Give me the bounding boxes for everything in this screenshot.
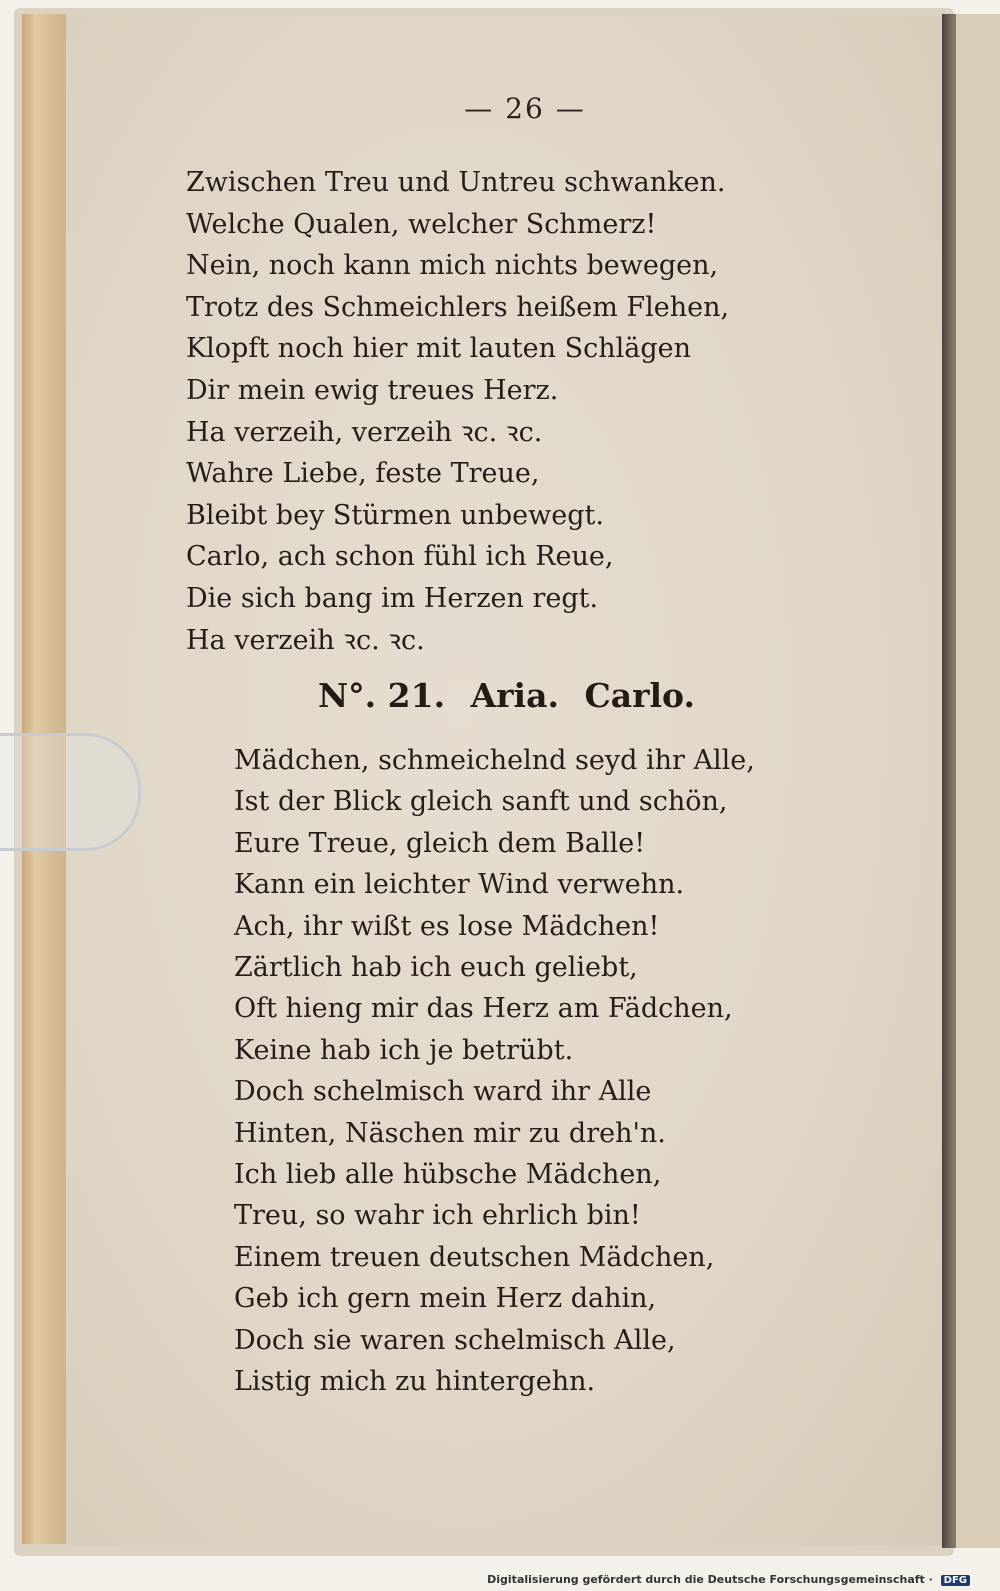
verse-line: Ha verzeih ꝛc. ꝛc. bbox=[186, 624, 425, 656]
verse-line: Nein, noch kann mich nichts bewegen, bbox=[186, 250, 719, 282]
verse-line: Bleibt bey Stürmen unbewegt. bbox=[186, 499, 604, 531]
verse-line: Carlo, ach schon fühl ich Reue, bbox=[186, 541, 614, 573]
dfg-logo: DFG bbox=[941, 1575, 970, 1586]
verse-line: Ach, ihr wißt es lose Mädchen! bbox=[234, 910, 660, 942]
book-gutter bbox=[942, 14, 956, 1548]
page-number: — 26 — bbox=[464, 92, 586, 125]
verse-line: Geb ich gern mein Herz dahin, bbox=[234, 1283, 657, 1315]
credit-text: Digitalisierung gefördert durch die Deutsche Forschungsgemeinschaft · bbox=[487, 1573, 933, 1586]
verse-line: Zärtlich hab ich euch geliebt, bbox=[234, 952, 638, 984]
verse-line: Zwischen Treu und Untreu schwanken. bbox=[186, 167, 726, 198]
aria-type: Aria. bbox=[470, 676, 559, 715]
verse-line: Mädchen, schmeichelnd seyd ihr Alle, bbox=[234, 745, 755, 776]
verse-line: Hinten, Näschen mir zu dreh'n. bbox=[234, 1117, 666, 1149]
verse-line: Einem treuen deutschen Mädchen, bbox=[234, 1241, 715, 1273]
facing-page-edge bbox=[956, 14, 1000, 1548]
verse-line: Dir mein ewig treues Herz. bbox=[186, 374, 559, 406]
verse-line: Ist der Blick gleich sanft und schön, bbox=[234, 786, 728, 818]
verse-line: Keine hab ich je betrübt. bbox=[234, 1034, 574, 1066]
verse-stanza-1 bbox=[186, 162, 806, 661]
verse-line: Doch sie waren schelmisch Alle, bbox=[234, 1324, 676, 1356]
verse-line: Ha verzeih, verzeih ꝛc. ꝛc. bbox=[186, 416, 543, 448]
verse-line: Ich lieb alle hübsche Mädchen, bbox=[234, 1159, 662, 1191]
verse-line: Trotz des Schmeichlers heißem Flehen, bbox=[186, 291, 730, 323]
verse-line: Kann ein leichter Wind verwehn. bbox=[234, 869, 685, 901]
verse-line: Welche Qualen, welcher Schmerz! bbox=[186, 208, 657, 240]
aria-singer: Carlo. bbox=[584, 676, 695, 715]
verse-line: Treu, so wahr ich ehrlich bin! bbox=[234, 1200, 641, 1232]
verse-line: Klopft noch hier mit lauten Schlägen bbox=[186, 333, 691, 365]
verse-stanza-2 bbox=[234, 740, 774, 1403]
verse-line: Eure Treue, gleich dem Balle! bbox=[234, 827, 646, 859]
verse-line: Doch schelmisch ward ihr Alle bbox=[234, 1076, 652, 1108]
digitization-credit bbox=[487, 1573, 970, 1586]
aria-number: N°. 21. bbox=[318, 676, 446, 715]
page-clip bbox=[0, 733, 141, 851]
verse-line: Wahre Liebe, feste Treue, bbox=[186, 458, 540, 490]
verse-line: Oft hieng mir das Herz am Fädchen, bbox=[234, 993, 733, 1025]
verse-line: Listig mich zu hintergehn. bbox=[234, 1366, 596, 1398]
verse-line: Die sich bang im Herzen regt. bbox=[186, 582, 599, 614]
aria-heading bbox=[318, 676, 798, 715]
